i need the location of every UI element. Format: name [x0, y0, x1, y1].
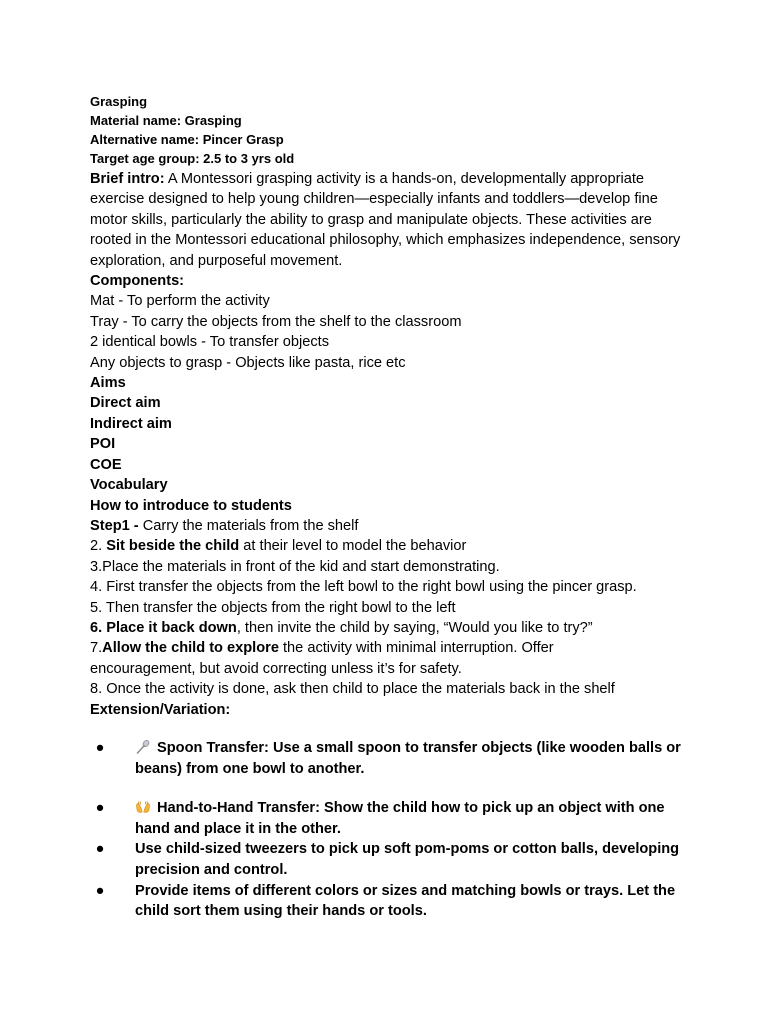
vocabulary-heading: Vocabulary [90, 477, 168, 494]
step-1-text: Carry the materials from the shelf [138, 517, 359, 534]
bullet-icon: ● [95, 800, 105, 817]
document-title: Grasping [90, 94, 148, 109]
brief-intro-text: A Montessori grasping activity is a hands-on, developmentally appropriate exercise designed to help young children—especially infants and toddlers—develop fine motor skills, particularly the ability to grasp and manipulate objects. These activities are rooted in the Montessori educational philosophy, which emphasizes independence, sensory exploration, and purposeful movement. [90, 171, 681, 269]
extension-item-sorting [90, 881, 690, 922]
extension-item-hand-transfer [90, 798, 690, 839]
step-6-text: , then invite the child by saying, “Would you like to try?” [236, 619, 593, 636]
step-4: 4. First transfer the objects from the left bowl to the right bowl using the pincer grasp. [90, 579, 637, 596]
aims-heading: Aims [90, 375, 126, 392]
hands-icon [135, 799, 151, 815]
step-7 [90, 638, 570, 679]
extension-item-text: Provide items of different colors or sizes and matching bowls or trays. Let the child sort them using their hands or tools. [135, 882, 676, 920]
document-page [90, 92, 690, 922]
bullet-icon: ● [95, 882, 105, 899]
component-item: 2 identical bowls - To transfer objects [90, 334, 330, 351]
target-age-line [90, 149, 690, 168]
step-8: 8. Once the activity is done, ask then child to place the materials back in the shelf [90, 681, 615, 698]
extension-item-text: Use child-sized tweezers to pick up soft pom-poms or cotton balls, developing precision and control. [135, 841, 680, 878]
step-6-bold: 6. Place it back down [90, 619, 237, 636]
indirect-aim-heading: Indirect aim [90, 415, 172, 432]
extension-list [90, 738, 690, 922]
coe-heading: COE [90, 456, 122, 473]
material-name-line [90, 111, 690, 130]
step-2 [90, 536, 690, 556]
step-6 [90, 618, 690, 638]
target-age-value: 2.5 to 3 yrs old [203, 151, 295, 166]
bullet-icon: ● [95, 739, 105, 756]
component-item: Tray - To carry the objects from the shelf to the classroom [90, 313, 462, 330]
step-2-bold: Sit beside the child [106, 538, 240, 555]
target-age-label: Target age group: [90, 151, 200, 166]
spoon-icon [135, 739, 151, 755]
direct-aim-heading: Direct aim [90, 395, 161, 412]
step-7-text: the activity with minimal interruption. Offer encouragement, but avoid correcting unless it’s for safety. [90, 640, 554, 677]
extension-item-tweezers [90, 839, 690, 880]
extension-heading: Extension/Variation: [90, 701, 231, 718]
step-7-bold: Allow the child to explore [102, 640, 279, 657]
component-item: Mat - To perform the activity [90, 293, 270, 310]
poi-heading: POI [90, 436, 116, 453]
step-1 [90, 516, 690, 536]
step-7-number: 7. [90, 640, 103, 657]
how-to-introduce-heading: How to introduce to students [90, 497, 292, 514]
extension-item-spoon-transfer [90, 738, 690, 779]
alternative-name-line [90, 130, 690, 149]
step-2-number: 2. [90, 538, 107, 555]
step-5: 5. Then transfer the objects from the right bowl to the left [90, 599, 456, 616]
material-name-value: Grasping [184, 113, 242, 128]
step-1-label: Step1 - [90, 517, 139, 534]
extension-item-text: Hand-to-Hand Transfer: Show the child how to pick up an object with one hand and place it in the other. [135, 800, 665, 837]
components-heading: Components: [90, 273, 185, 290]
brief-intro-label: Brief intro: [90, 171, 165, 187]
extension-item-text: Spoon Transfer: Use a small spoon to transfer objects (like wooden balls or beans) from one bowl to another. [135, 739, 681, 777]
bullet-icon: ● [95, 841, 105, 858]
material-name-label: Material name: [90, 113, 182, 128]
brief-intro [90, 169, 690, 271]
step-2-text: at their level to model the behavior [239, 538, 467, 555]
alternative-name-label: Alternative name: [90, 132, 200, 147]
alternative-name-value: Pincer Grasp [202, 132, 284, 147]
step-3: 3.Place the materials in front of the kid and start demonstrating. [90, 558, 500, 575]
component-item: Any objects to grasp - Objects like pasta, rice etc [90, 354, 406, 371]
